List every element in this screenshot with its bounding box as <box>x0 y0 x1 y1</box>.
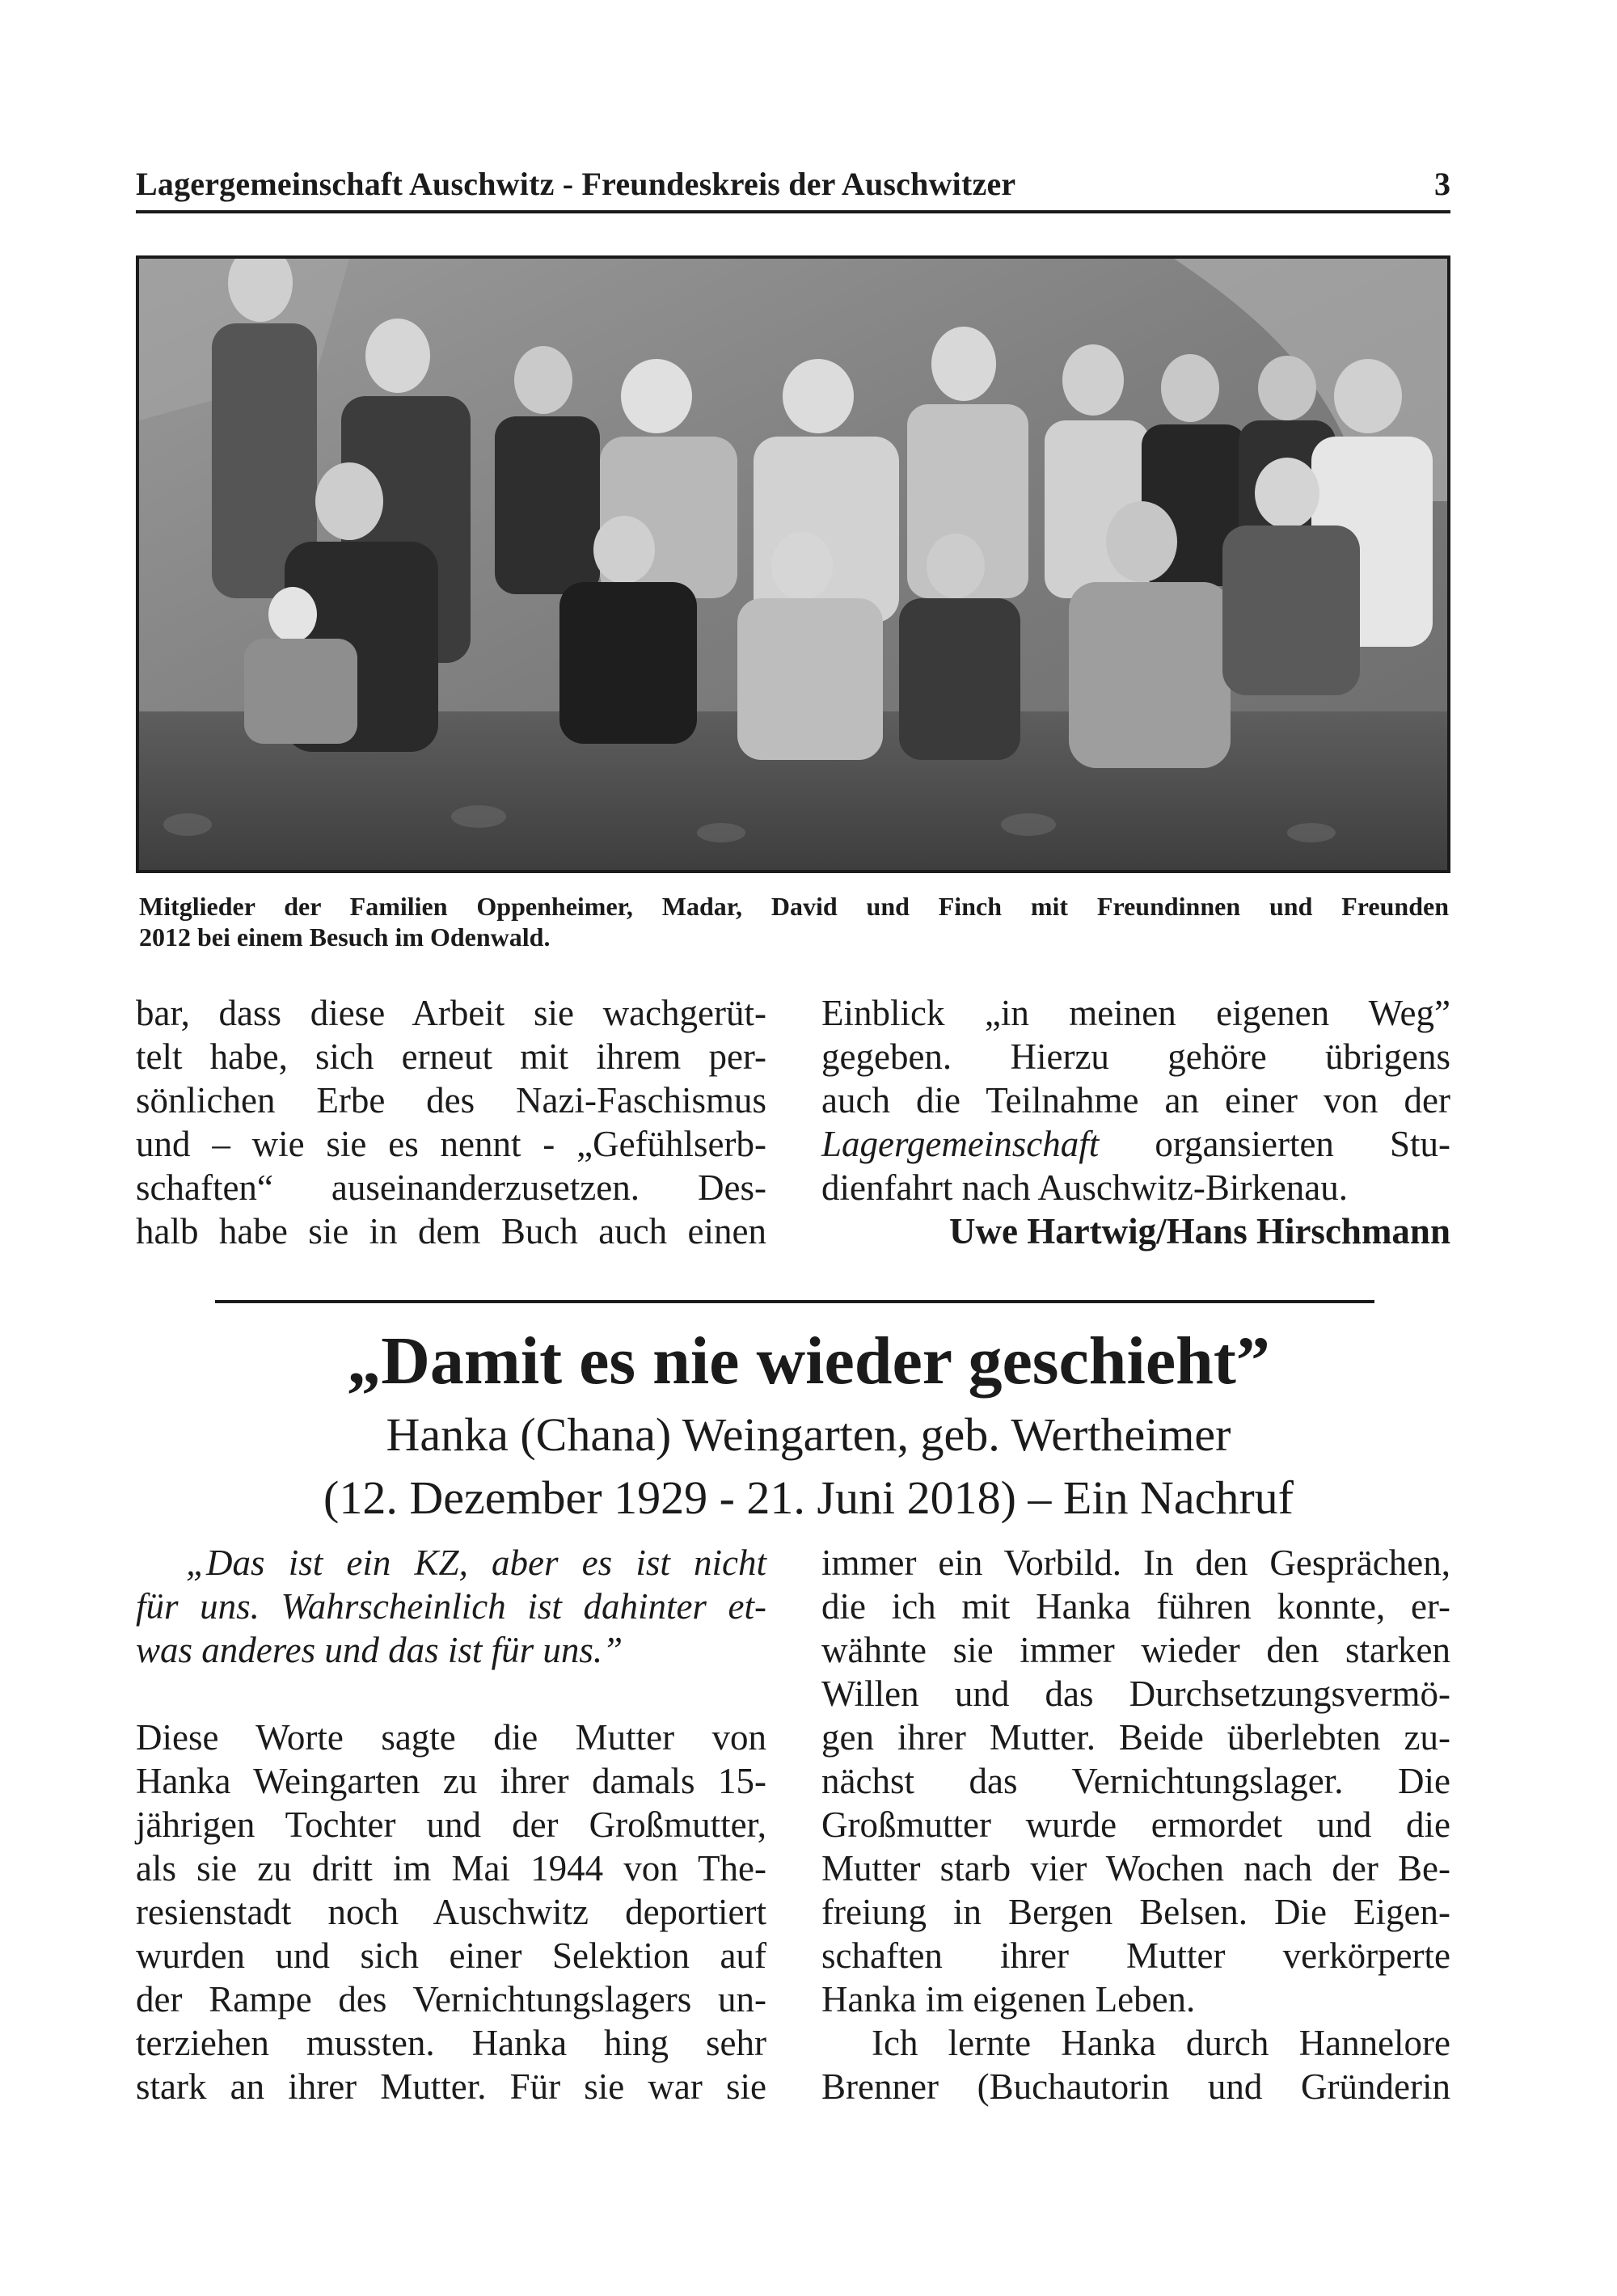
text-line: schaften ihrer Mutter verkörperte <box>821 1935 1450 1976</box>
text-line: halb habe sie in dem Buch auch einen <box>136 1211 766 1251</box>
article-divider <box>215 1300 1374 1303</box>
text-line: wurden und sich einer Selektion auf <box>136 1935 766 1976</box>
text-line: immer ein Vorbild. In den Gesprächen, <box>821 1543 1450 1583</box>
text-line: als sie zu dritt im Mai 1944 von The- <box>136 1848 766 1889</box>
article-column-2 <box>821 1541 1450 2108</box>
italic-term: Lagergemeinschaft <box>821 1124 1100 1164</box>
text-line: freiung in Bergen Belsen. Die Eigen- <box>821 1892 1450 1932</box>
page-header <box>136 162 1450 213</box>
caption-line-2: 2012 bei einem Besuch im Odenwald. <box>139 922 551 952</box>
paragraph-gap <box>136 1672 766 1716</box>
previous-article-column-1 <box>136 991 766 1253</box>
article-subtitle: Hanka (Chana) Weingarten, geb. Wertheimer <box>386 1408 1231 1461</box>
text-line: Mutter starb vier Wochen nach der Be- <box>821 1848 1450 1889</box>
text-line: telt habe, sich erneut mit ihrem per- <box>136 1036 766 1077</box>
page-number: 3 <box>1434 166 1450 202</box>
text-line: Brenner (Buchautorin und Gründerin <box>821 2066 1450 2107</box>
caption-line-1: Mitglieder der Familien Oppenheimer, Madar, David und Finch mit Freundinnen und Freunden <box>139 892 1449 921</box>
text-line: terziehen mussten. Hanka hing sehr <box>136 2023 766 2063</box>
text-line: der Rampe des Vernichtungslagers un- <box>136 1979 766 2020</box>
text-line: jährigen Tochter und der Großmutter, <box>136 1804 766 1845</box>
article-column-1 <box>136 1541 766 2108</box>
text-line: gen ihrer Mutter. Beide überlebten zu- <box>821 1717 1450 1758</box>
text-line: bar, dass diese Arbeit sie wachgerüt- <box>136 993 766 1033</box>
text-line: Ich lernte Hanka durch Hannelore <box>872 2023 1450 2063</box>
author-signature: Uwe Hartwig/Hans Hirschmann <box>948 1211 1450 1251</box>
text-line: auch die Teilnahme an einer von der <box>821 1080 1450 1121</box>
quote-line: was anderes und das ist für uns.” <box>136 1630 623 1670</box>
previous-article-column-2 <box>821 991 1450 1253</box>
text-line: Willen und das Durchsetzungsvermö- <box>821 1673 1450 1714</box>
text-line: gegeben. Hierzu gehöre übrigens <box>821 1036 1450 1077</box>
text-fragment: organsierten Stu- <box>1099 1124 1450 1164</box>
text-line: nächst das Vernichtungslager. Die <box>821 1761 1450 1801</box>
article-title: „Damit es nie wieder geschieht” <box>347 1323 1270 1399</box>
text-line <box>821 1122 1450 1166</box>
text-line: schaften“ auseinanderzusetzen. Des- <box>136 1167 766 1208</box>
text-line: dienfahrt nach Auschwitz-Birkenau. <box>821 1167 1349 1208</box>
journal-title: Lagergemeinschaft Auschwitz - Freundeskreis der Auschwitzer <box>136 166 1016 202</box>
quote-line: „Das ist ein KZ, aber es ist nicht <box>186 1543 766 1583</box>
photo-caption <box>139 891 1449 952</box>
text-line: Diese Worte sagte die Mutter von <box>136 1717 766 1758</box>
text-line: Hanka Weingarten zu ihrer damals 15- <box>136 1761 766 1801</box>
text-line: Einblick „in meinen eigenen Weg” <box>821 993 1450 1033</box>
article-dates: (12. Dezember 1929 - 21. Juni 2018) – Ein Nachruf <box>323 1471 1294 1524</box>
text-line: stark an ihrer Mutter. Für sie war sie <box>136 2066 766 2107</box>
quote-line: für uns. Wahrscheinlich ist dahinter et- <box>136 1586 766 1627</box>
text-line: und – wie sie es nennt - „Gefühlserb- <box>136 1124 766 1164</box>
text-line: die ich mit Hanka führen konnte, er- <box>821 1586 1450 1627</box>
group-photo <box>136 255 1450 873</box>
text-line: Großmutter wurde ermordet und die <box>821 1804 1450 1845</box>
text-line: sönlichen Erbe des Nazi-Faschismus <box>136 1080 766 1121</box>
text-line: resienstadt noch Auschwitz deportiert <box>136 1892 766 1932</box>
text-line: Hanka im eigenen Leben. <box>821 1979 1196 2020</box>
opening-quote <box>136 1541 766 1672</box>
text-line: wähnte sie immer wieder den starken <box>821 1630 1450 1670</box>
